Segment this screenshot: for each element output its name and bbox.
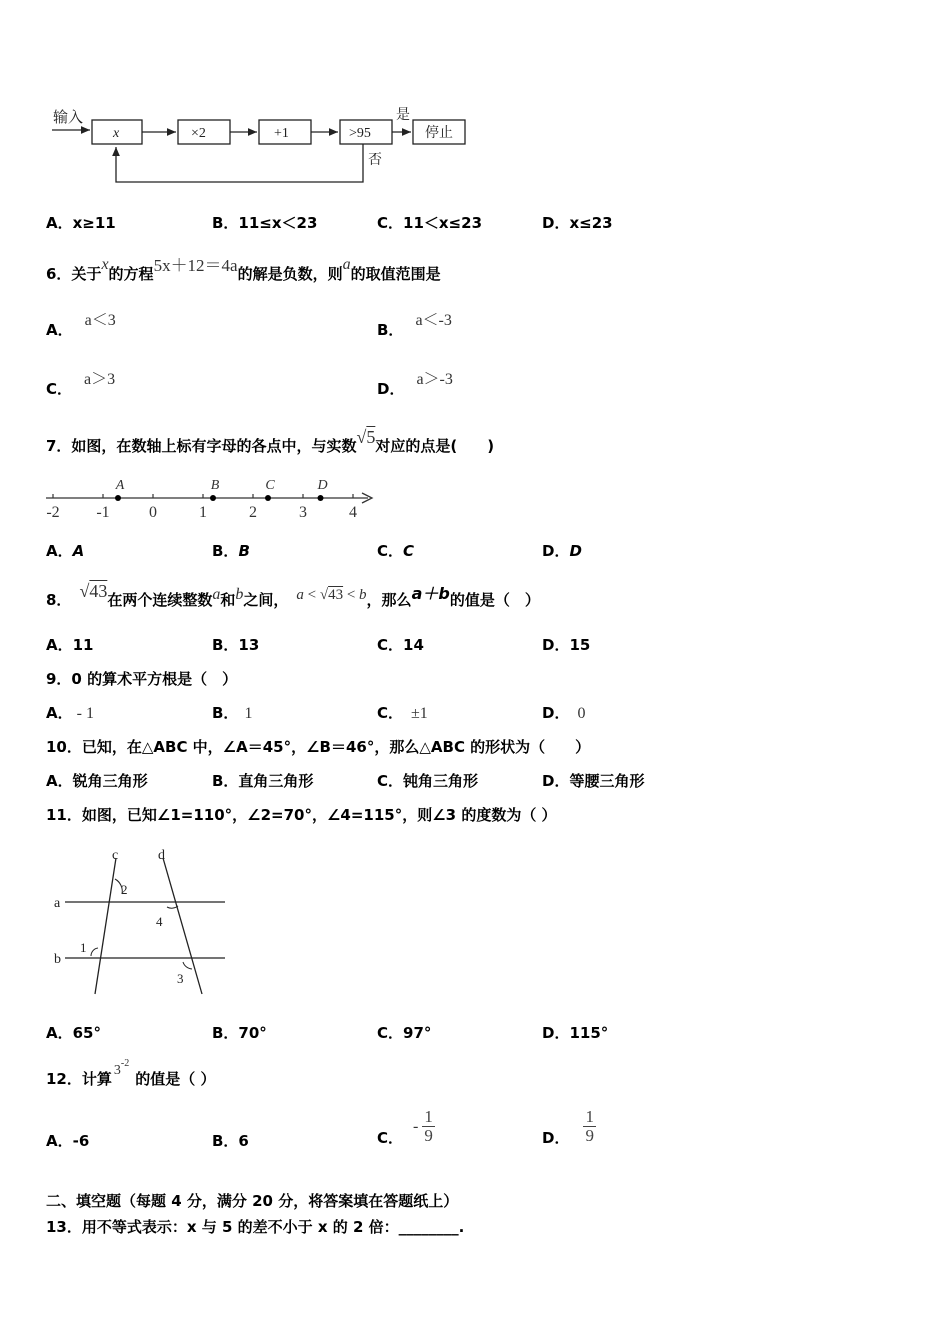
number-line-tick-label: 1 — [199, 504, 207, 521]
q5-option-c: C．11＜x≤23 — [377, 214, 483, 232]
q10-stem: 10．已知，在△ABC 中，∠A＝45°，∠B＝46°，那么△ABC 的形状为（ ） — [46, 738, 591, 756]
number-line-point-label: C — [265, 478, 275, 493]
q9-option-a: A． - 1 — [46, 704, 94, 722]
angle-1-label: 1 — [80, 940, 87, 955]
flow-yes-label: 是 — [396, 108, 410, 123]
flow-no-label: 否 — [368, 153, 382, 168]
number-line-point-b — [210, 495, 216, 501]
q12-option-b: B．6 — [212, 1132, 249, 1150]
number-line-point-label: D — [317, 478, 328, 493]
label-c: c — [112, 848, 119, 863]
flow-box-plus1-label: +1 — [274, 126, 289, 141]
flow-box-gt95-label: >95 — [349, 126, 371, 141]
number-line-tick-label: -2 — [46, 504, 60, 521]
q5-option-d: D．x≤23 — [542, 214, 613, 232]
q5-option-b: B．11≤x＜23 — [212, 214, 318, 232]
q8-option-d: D．15 — [542, 636, 591, 654]
q8-option-b: B．13 — [212, 636, 260, 654]
number-line-point-label: A — [115, 478, 125, 493]
flow-box-stop-label: 停止 — [425, 126, 453, 141]
q9-stem: 9．0 的算术平方根是（ ） — [46, 670, 238, 688]
q6-stem: 6．关于x的方程5x＋12＝4a的解是负数，则a的取值范围是 — [46, 256, 441, 283]
parallel-lines-figure — [50, 842, 235, 1000]
q10-option-c: C．钝角三角形 — [377, 772, 479, 790]
q8-stem: 8． √43在两个连续整数a和b之间， a < √43 < b，那么a＋b的值是（ ） — [46, 581, 540, 609]
q8-option-c: C．14 — [377, 636, 424, 654]
q10-option-a: A．锐角三角形 — [46, 772, 148, 790]
q7-option-c: C．C — [377, 542, 415, 560]
q7-stem: 7．如图，在数轴上标有字母的各点中，与实数√5对应的点是( ) — [46, 427, 495, 455]
q5-option-a: A．x≥11 — [46, 214, 116, 232]
q7-option-a: A．A — [46, 542, 85, 560]
q12-option-d: D． $\frac{1}{9}$ — [542, 1107, 594, 1147]
q10-option-d: D．等腰三角形 — [542, 772, 645, 790]
q6-option-a: A．a＜3 — [46, 312, 116, 339]
number-line-tick-label: -1 — [96, 504, 110, 521]
number-line-point-label: B — [210, 478, 220, 493]
q12-option-c: C．- $\frac{1}{9}$ — [377, 1107, 433, 1147]
number-line-tick-label: 3 — [299, 504, 307, 521]
label-b: b — [54, 952, 61, 967]
q13-stem: 13．用不等式表示：x 与 5 的差不小于 x 的 2 倍：________. — [46, 1218, 465, 1236]
number-line-point-a — [115, 495, 121, 501]
number-line — [40, 472, 380, 524]
q11-option-d: D．115° — [542, 1024, 609, 1042]
label-a: a — [54, 896, 61, 911]
number-line-tick-label: 4 — [349, 504, 357, 521]
q6-option-b: B．a＜-3 — [377, 312, 452, 339]
section2-title: 二、填空题（每题 4 分，满分 20 分，将答案填在答题纸上） — [46, 1192, 459, 1210]
number-line-point-d — [318, 495, 324, 501]
number-line-tick-label: 0 — [149, 504, 157, 521]
number-line-point-c — [265, 495, 271, 501]
q9-option-b: B． 1 — [212, 704, 253, 722]
angle-2-label: 2 — [121, 882, 128, 897]
q10-option-b: B．直角三角形 — [212, 772, 314, 790]
q6-option-d: D．a＞-3 — [377, 371, 453, 398]
q9-option-d: D． 0 — [542, 704, 586, 722]
flow-input-label: 输入 — [53, 110, 84, 126]
q11-option-b: B．70° — [212, 1024, 267, 1042]
q7-option-b: B．B — [212, 542, 250, 560]
q11-option-a: A．65° — [46, 1024, 101, 1042]
number-line-tick-label: 2 — [249, 504, 257, 521]
angle-3-label: 3 — [177, 971, 184, 986]
flow-box-times2-label: ×2 — [191, 126, 206, 141]
angle-4-label: 4 — [156, 914, 163, 929]
q7-option-d: D．D — [542, 542, 582, 560]
q11-option-c: C．97° — [377, 1024, 432, 1042]
q12-option-a: A．-6 — [46, 1132, 90, 1150]
q11-stem: 11．如图，已知∠1=110°，∠2=70°，∠4=115°，则∠3 的度数为（ ） — [46, 806, 557, 824]
label-d: d — [158, 848, 165, 863]
q8-option-a: A．11 — [46, 636, 94, 654]
flowchart — [50, 100, 480, 195]
q12-stem: 12．计算 $3^{-2}$的值是（ ） — [46, 1058, 216, 1088]
q6-option-c: C．a＞3 — [46, 371, 116, 398]
q9-option-c: C． ±1 — [377, 704, 428, 722]
line-c — [95, 858, 116, 994]
flow-box-x-label: x — [113, 126, 120, 141]
